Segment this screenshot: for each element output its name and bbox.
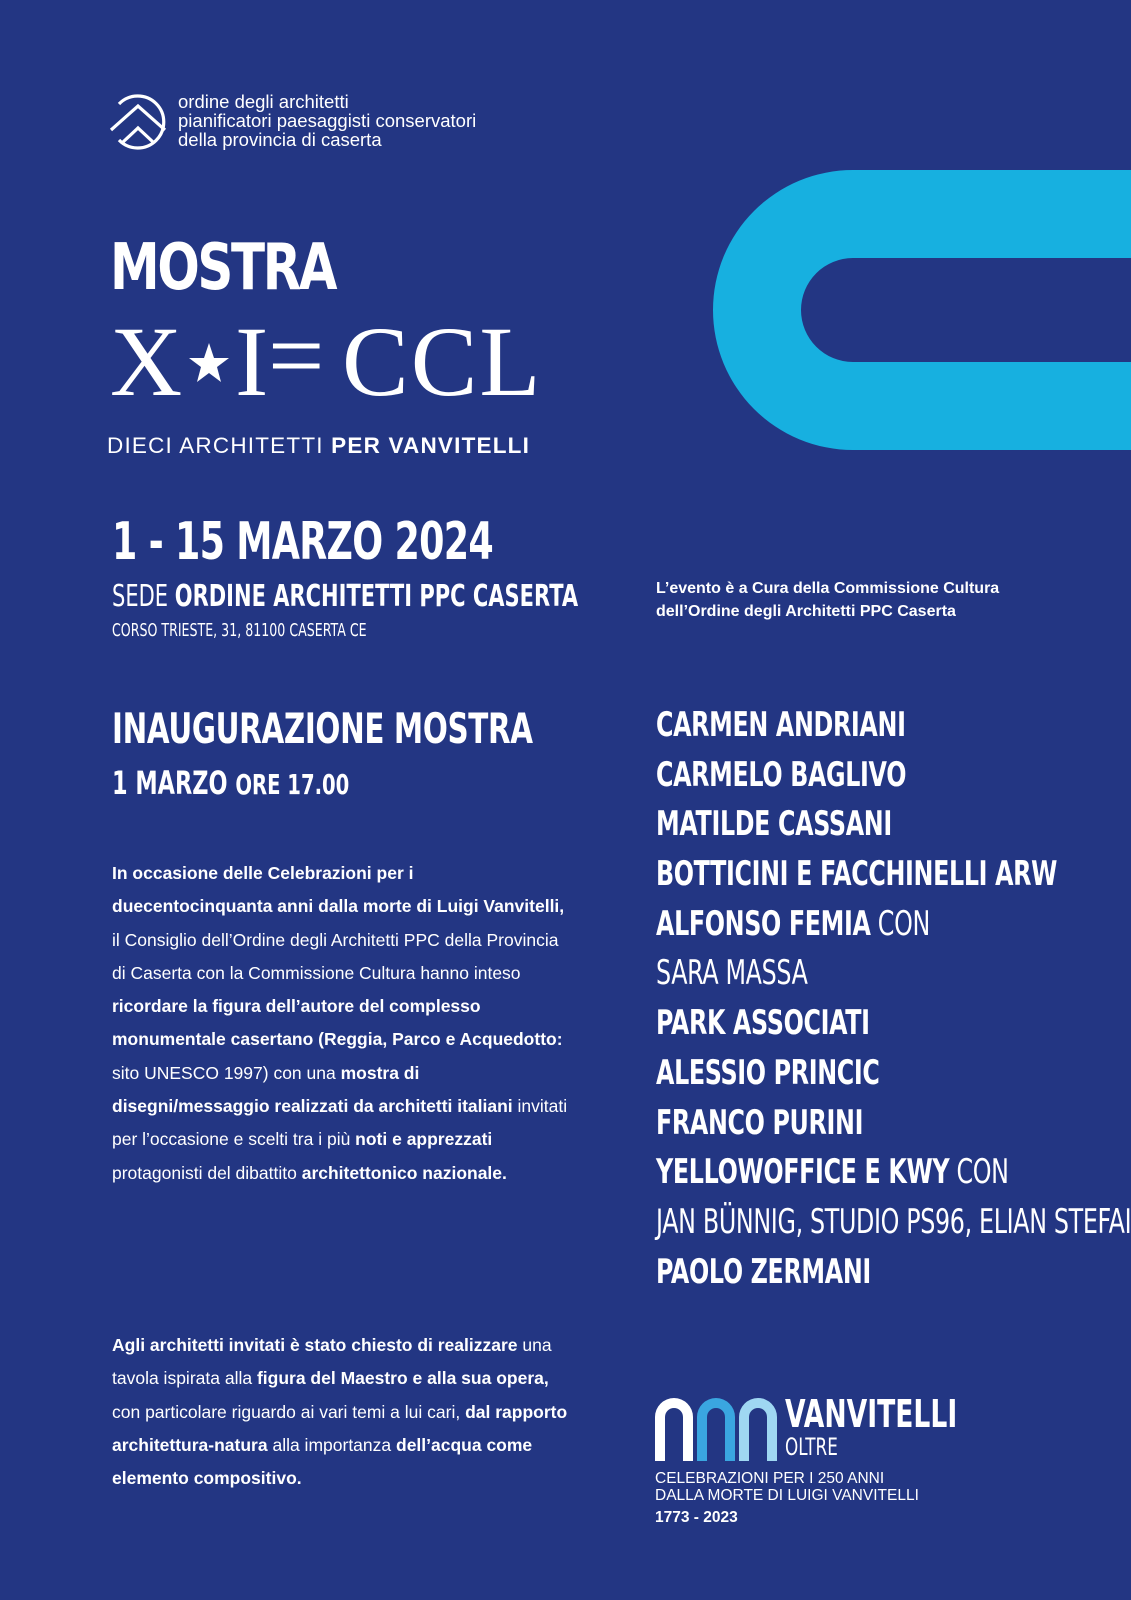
architect-name: MATILDE CASSANI: [656, 804, 892, 845]
organization-line: della provincia di caserta: [178, 129, 382, 150]
architect-entry: [656, 705, 1131, 755]
roman-ccl: CCL: [342, 313, 543, 413]
cyan-c-shape-decoration: [713, 170, 1131, 450]
architect-collaborators: SARA MASSA: [656, 953, 808, 994]
paragraph-segment: mostra di disegni/messaggio realizzati da architetti italiani: [112, 1062, 513, 1117]
paragraph-segment: noti e apprezzati: [355, 1129, 493, 1150]
paragraph-segment: dal rapporto architettura-natura: [112, 1401, 568, 1455]
curation-line: L’evento è a Cura della Commissione Cultura: [656, 580, 1000, 597]
venue-name: ORDINE ARCHITETTI PPC CASERTA: [174, 579, 579, 614]
paragraph-segment: In occasione delle Celebrazioni per i duecentocinquanta anni dalla morte di Luigi Vanvitelli,: [112, 863, 565, 917]
inauguration-title: INAUGURAZIONE MOSTRA: [112, 704, 533, 753]
architect-entry: [656, 854, 1131, 904]
paragraph-segment: dell’acqua come elemento compositivo.: [112, 1434, 533, 1489]
architect-entry: [656, 1103, 1131, 1153]
exhibition-dates: 1 - 15 MARZO 2024: [112, 512, 493, 572]
architect-entry: [656, 1202, 1131, 1252]
celebration-caption-line: DALLA MORTE DI LUIGI VANVITELLI: [655, 1487, 919, 1504]
paragraph-segment: architettonico nazionale.: [301, 1162, 507, 1183]
architect-entry: [656, 755, 1131, 805]
paragraph-segment: il Consiglio dell’Ordine degli Architetti PPC della Provincia di Caserta con la Commissione Cultura hanno inteso: [112, 929, 559, 983]
curation-note: [656, 577, 999, 623]
architect-name: FRANCO PURINI: [656, 1102, 864, 1143]
architect-name: PARK ASSOCIATI: [656, 1003, 870, 1044]
architect-entry: [656, 953, 1131, 1003]
architect-name: YELLOWOFFICE E KWY: [656, 1152, 950, 1193]
venue-address: CORSO TRIESTE, 31, 81100 CASERTA CE: [112, 620, 367, 641]
inauguration-time: ORE 17.00: [235, 768, 350, 801]
paragraph-segment: alla importanza: [267, 1434, 396, 1455]
architect-entry: [656, 804, 1131, 854]
inauguration-datetime: [112, 765, 349, 803]
roman-x: X: [110, 313, 183, 413]
subtitle-bold: PER VANVITELLI: [331, 433, 531, 458]
architect-entry: [656, 904, 1131, 954]
paragraph-segment: ricordare la figura dell’autore del complesso monumentale casertano (Reggia, Parco e Acquedotto:: [112, 996, 563, 1050]
exhibition-subtitle: [107, 433, 530, 459]
paragraph-segment: Agli architetti invitati è stato chiesto di realizzare: [112, 1335, 518, 1355]
inauguration-date: 1 MARZO: [112, 764, 228, 802]
architects-list: [656, 705, 1131, 1301]
curation-line: dell’Ordine degli Architetti PPC Caserta: [656, 603, 956, 620]
architect-entry: [656, 1003, 1131, 1053]
description-paragraph-2: [112, 1329, 572, 1495]
architect-name: PAOLO ZERMANI: [656, 1251, 871, 1292]
celebration-logo-title: VANVITELLI: [785, 1392, 958, 1436]
paragraph-segment: una tavola ispirata alla: [112, 1335, 552, 1389]
paragraph-segment: protagonisti del dibattito: [112, 1162, 302, 1183]
architect-name: CARMELO BAGLIVO: [656, 754, 907, 795]
venue-prefix: SEDE: [112, 579, 169, 614]
exhibition-title-roman: [110, 313, 590, 413]
exhibition-label: MOSTRA: [110, 231, 336, 305]
architect-name: BOTTICINI E FACCHINELLI ARW: [656, 854, 1058, 895]
paragraph-segment: con particolare riguardo ai vari temi a lui cari,: [112, 1401, 466, 1422]
architect-collaborators: CON: [949, 1152, 1009, 1193]
architect-name: ALESSIO PRINCIC: [656, 1052, 880, 1093]
description-paragraph-1: [112, 857, 572, 1190]
architect-collaborators: CON: [870, 903, 930, 944]
architect-collaborators: JAN BÜNNIG, STUDIO PS96, ELIAN STEFAI: [656, 1201, 1131, 1242]
celebration-years: 1773 - 2023: [655, 1509, 738, 1526]
celebration-caption-line: CELEBRAZIONI PER I 250 ANNI: [655, 1470, 885, 1487]
paragraph-segment: sito UNESCO 1997) con una: [112, 1062, 341, 1083]
paragraph-segment: figura del Maestro e alla sua opera,: [256, 1368, 549, 1389]
paragraph-segment: invitati per l’occasione e scelti tra i più: [112, 1096, 568, 1150]
star-icon: [189, 343, 229, 382]
venue: [112, 580, 578, 614]
organization-line: pianificatori paesaggisti conservatori: [178, 110, 477, 131]
celebration-caption: [655, 1470, 919, 1504]
architect-entry: [656, 1152, 1131, 1202]
roman-equals: =: [268, 313, 325, 411]
architect-entry: [656, 1053, 1131, 1103]
organization-line: ordine degli architetti: [178, 91, 349, 112]
vanvitelli-arches-icon: [655, 1395, 777, 1461]
organization-name: [178, 92, 476, 149]
roman-i: I: [235, 313, 269, 413]
architect-entry: [656, 1252, 1131, 1302]
architect-name: ALFONSO FEMIA: [656, 903, 871, 944]
celebration-logo-subtitle: OLTRE: [785, 1433, 838, 1461]
subtitle-light: DIECI ARCHITETTI: [107, 433, 324, 458]
architects-order-logo-icon: [109, 90, 167, 154]
architect-name: CARMEN ANDRIANI: [656, 705, 906, 745]
